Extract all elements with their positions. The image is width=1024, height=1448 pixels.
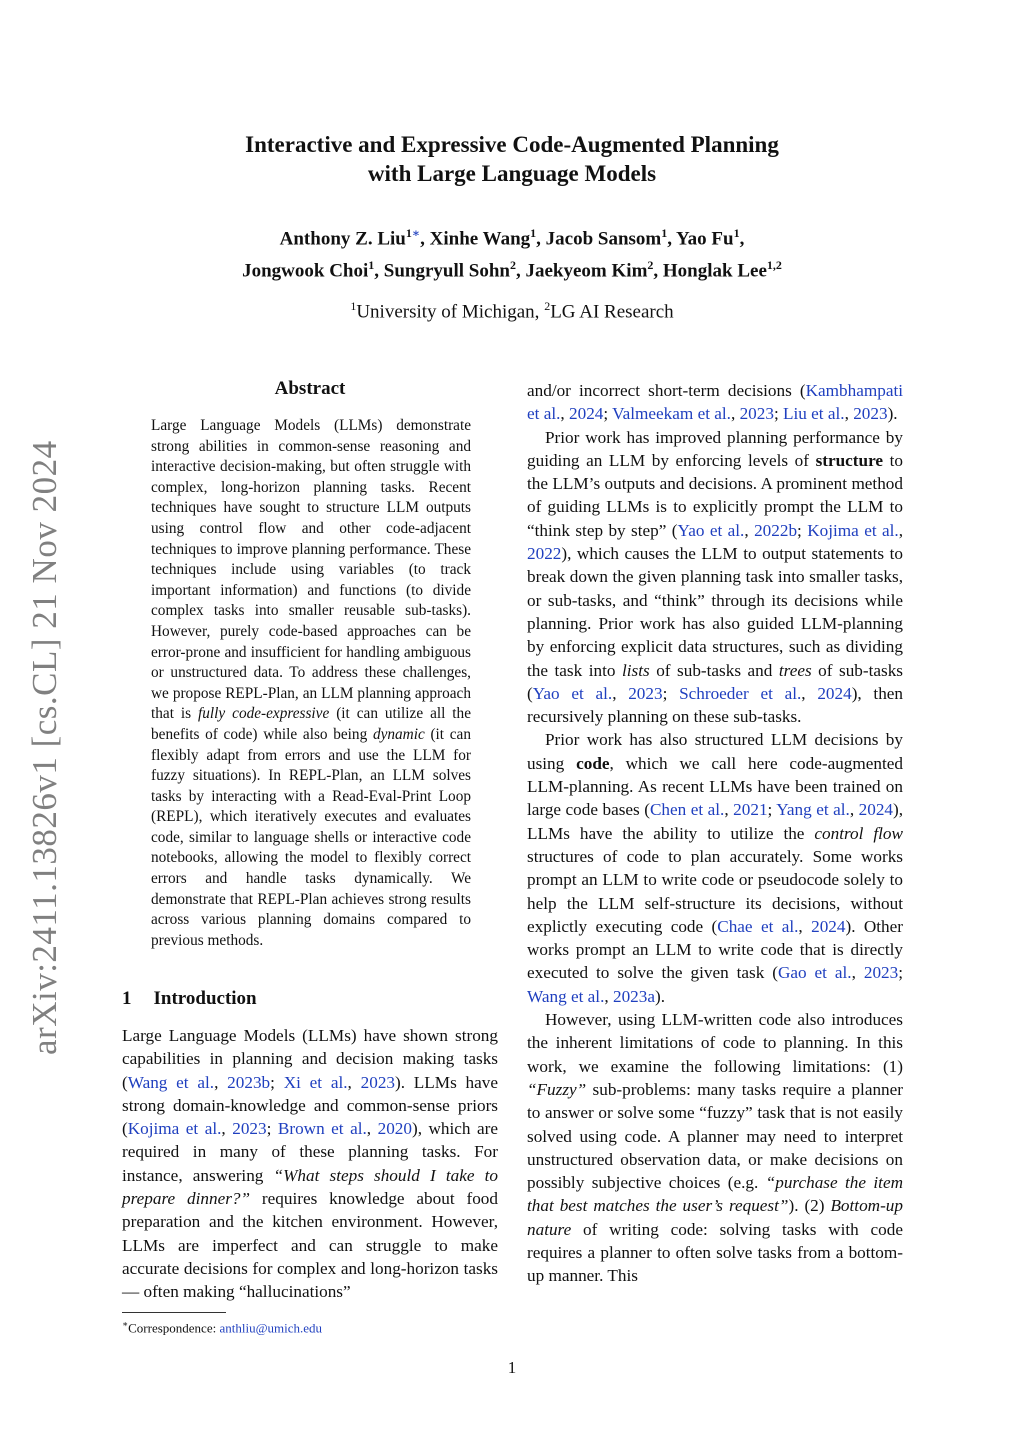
citation-link[interactable]: Yang et al. [776,800,850,820]
email-link[interactable]: anthliu@umich.edu [219,1320,323,1336]
abstract-body [151,416,471,951]
citation-separator: , [898,520,904,540]
citation-year-link[interactable]: 2022 [527,544,562,564]
author-line-2: Jongwook Choi$^1$, Sungryull Sohn$^2$, Jaekyeom Kim$^2$, Honglak Lee$^{1,2}$ [242,258,782,282]
citation-separator: ; [773,404,784,424]
citation-link[interactable]: Brown et al. [277,1119,367,1139]
citation-year-link[interactable]: 2022b [754,520,798,540]
citation-year-link[interactable]: 2023 [628,683,663,703]
body-text: ). LLMs have strong domain-knowledge and common-sense priors ( [122,1072,498,1139]
emphasis: trees [778,660,812,680]
page-number: 1 [507,1358,517,1377]
body-text: and/or incorrect short-term decisions ( [527,381,806,400]
footnote-label: Correspondence: [128,1320,220,1336]
citation-year-link[interactable]: 2023b [227,1072,271,1092]
paragraph [527,426,903,729]
abstract-text: (it can flexibly adapt from errors and use the LLM for fuzzy situations). In REPL-Plan, an LLM solves tasks by interacting with a Read-Eval-Print Loop (REPL), which iteratively executes and evaluates code, similar to language shells or interactive code notebooks, allowing the model to flexibly correct errors and handle tasks dynamically. We demonstrate that REPL-Plan achieves strong results across various planning domains compared to previous methods. [151,725,471,949]
citation-link[interactable]: Wang et al. [527,986,605,1006]
footnote-mark: ∗ [122,1319,129,1329]
paragraph [527,728,903,1008]
author-name: Jaekyeom Kim [525,260,648,282]
citation-separator: , [801,683,818,703]
author-list [0,220,1024,285]
affiliation-name: LG AI Research [550,301,674,323]
correspondence-mark[interactable]: ∗ [411,226,421,240]
section-number: 1 [122,988,132,1009]
citation-separator: , [214,1072,228,1092]
citation-separator: ; [266,1119,278,1139]
abstract-text: Large Language Models (LLMs) demonstrate strong abilities in common-sense reasoning and interactive decision-making, but often struggle with complex, long-horizon planning tasks. Recent techniques have sought to structure LLM outputs using control flow and other code-adjacent techniques to improve planning performance. These techniques include using variables (to track important information) and functions (to divide complex tasks into smaller reusable sub-tasks). However, purely code-based approaches can be error-prone and insufficient for handling ambiguous or unstructured data. To address these challenges, we propose REPL-Plan, an LLM planning approach that is [151,417,471,723]
body-text: ), which are required in many of these planning tasks. For instance, answering [122,1119,498,1185]
author-affil-mark: 1 [733,226,740,240]
body-text: ), LLMs have the ability to utilize the [527,800,904,843]
citation-separator: ; [767,800,777,820]
body-text: of writing code: solving tasks with code requires a planner to often solve tasks from a bottom-up manner. This [527,1219,903,1286]
paper-title [0,130,1024,188]
section-heading-introduction [122,988,257,1010]
paragraph-continued [527,379,903,426]
author-affil-mark: 1 [368,258,375,273]
author-affil-mark: 2 [510,258,516,273]
author-name: Honglak Lee [662,260,767,282]
bold-term: structure [815,450,884,470]
body-text: ). (2) [788,1196,831,1216]
title-line-1: Interactive and Expressive Code-Augmented Planning [245,132,779,157]
citation-separator: ; [662,683,680,703]
citation-separator: , [851,963,864,983]
citation-year-link[interactable]: 2023a [612,986,655,1006]
author-name: Sungryull Sohn [383,260,510,282]
author-affil-mark: 1 [530,226,537,240]
citation-year-link[interactable]: 2024 [569,404,604,424]
body-text: structures of code to plan accurately. Some works prompt an LLM to write code or pseudocode solely to help the LLM self-structure its decisions, without explictly executing code ( [527,846,903,936]
citation-separator: , [612,683,629,703]
citation-link[interactable]: Liu et al. [783,404,845,424]
citation-link[interactable]: Kojima et al. [807,520,899,540]
body-text: However, using LLM-written code also introduces the inherent limitations of code to planning. In this work, we examine the following limitations: (1) [527,1010,903,1076]
citation-link[interactable]: Yao et al. [677,520,745,540]
citation-year-link[interactable]: 2021 [733,800,768,820]
affiliations [0,293,1024,325]
citation-separator: , [221,1119,233,1139]
affil-mark: 1 [350,299,357,313]
citation-separator: ; [270,1072,284,1092]
citation-separator: , [560,404,569,424]
emphasis: control flow [814,823,903,843]
citation-separator: ; [603,404,613,424]
abstract-emphasis: dynamic [372,725,425,743]
body-text: of sub-tasks ( [527,660,903,703]
bold-term: code [576,753,610,773]
citation-link[interactable]: Xi et al. [283,1072,348,1092]
body-text: , which we call here code-augmented LLM-planning. As recent LLMs have been trained on large code bases ( [527,753,903,820]
body-text: of sub-tasks and [649,660,779,680]
right-column [527,379,903,1288]
citation-link[interactable]: Valmeekam et al. [612,404,731,424]
citation-year-link[interactable]: 2023 [232,1119,267,1139]
citation-year-link[interactable]: 2023 [863,963,899,983]
author-line-1: Anthony Z. Liu$^{1∗}$, Xinhe Wang$^1$, Jacob Sansom$^1$, Yao Fu$^1$, [279,226,745,250]
author-affil-mark: 2 [647,258,654,273]
body-text: to the LLM’s outputs and decisions. A prominent method of guiding LLMs is to explicitly prompt the LLM to “think step by step” ( [527,450,903,540]
citation-separator: , [730,404,740,424]
author-affil-mark: 1 [661,226,668,240]
citation-year-link[interactable]: 2024 [858,800,893,820]
affiliation-name: University of Michigan, [356,301,540,323]
citation-separator: , [844,404,854,424]
introduction-paragraph [122,1024,498,1304]
affil-mark: 2 [544,299,551,313]
emphasis: “Fuzzy” [527,1079,587,1099]
citation-year-link[interactable]: 2020 [377,1119,412,1139]
body-text: ), which causes the LLM to output statements to break down the given planning task into smaller tasks, or sub-tasks, and “think” through its decisions while planning. Prior work has also guided LLM-planning by enforcing explicit data structures, such as dividing the task into [527,544,903,680]
citation-link[interactable]: Yao et al. [532,683,613,703]
abstract-heading: Abstract [274,378,346,399]
citation-separator: ; [797,520,808,540]
body-text: ). Other works prompt an LLM to write code that is directly executed to solve the given task ( [527,916,903,983]
citation-separator: , [744,520,755,540]
citation-link[interactable]: Schroeder et al. [679,683,802,703]
body-text: Prior work has also structured LLM decisions by using [527,730,903,773]
author-name: Jongwook Choi [242,260,369,282]
abstract-emphasis: fully code-expressive [198,705,330,723]
author-name: Jacob Sansom [545,228,662,250]
author-name: Xinhe Wang [429,228,531,250]
citation-link[interactable]: Wang et al. [127,1072,215,1092]
citation-year-link[interactable]: 2024 [811,916,846,936]
citation-link[interactable]: Kojima et al. [127,1119,222,1139]
title-line-2: with Large Language Models [367,161,657,186]
citation-link[interactable]: Gao et al. [777,963,852,983]
citation-separator: , [604,986,613,1006]
footnote-rule [122,1312,226,1313]
citation-separator: , [724,800,734,820]
author-affil-mark: 1,2 [766,258,782,273]
section-title: Introduction [153,988,257,1009]
body-text: ). [887,404,898,424]
body-text: sub-problems: many tasks require a planner to answer or solve some “fuzzy” task that is not easily solved using code. A planner may need to interpret unstructured observation data, or make decisions on possibly subjective choices (e.g. [527,1079,903,1193]
paragraph [527,1008,903,1288]
body-text: requires knowledge about food preparation and the kitchen environment. However, LLMs are imperfect and can struggle to make accurate decisions for complex and long-horizon tasks — often making “hallucinations” [122,1189,498,1302]
citation-year-link[interactable]: 2023 [360,1072,395,1092]
citation-link[interactable]: Chae et al. [717,916,799,936]
citation-separator: , [849,800,859,820]
citation-year-link[interactable]: 2023 [739,404,774,424]
body-text: ), then recursively planning on these sub-tasks. [527,683,904,727]
body-text: ). [654,986,666,1006]
body-text: Large Language Models (LLMs) have shown strong capabilities in planning and decision making tasks ( [122,1026,498,1092]
citation-link[interactable]: Chen et al. [649,800,725,820]
footnote [122,1316,322,1336]
arxiv-side-stamp: arXiv:2411.13826v1 [cs.CL] 21 Nov 2024 [25,440,64,1055]
citation-separator: , [366,1119,378,1139]
emphasis: lists [621,660,650,680]
citation-separator: , [798,916,812,936]
citation-separator: ; [898,963,903,983]
emphasis: “purchase the item that best matches the user’s request” [527,1173,903,1216]
emphasized-quote: “What steps should I take to prepare dinner?” [122,1165,498,1209]
author-name: Anthony Z. Liu [279,228,406,250]
citation-separator: , [347,1072,361,1092]
abstract-text: (it can utilize all the benefits of code) while also being [151,705,471,743]
author-affil-mark: 1 [405,226,412,240]
emphasis: Bottom-up nature [527,1196,903,1239]
citation-link[interactable]: Kambhampati et al. [527,381,903,424]
citation-year-link[interactable]: 2023 [853,404,888,424]
body-text: Prior work has improved planning performance by guiding an LLM by enforcing levels of [527,427,903,470]
citation-year-link[interactable]: 2024 [817,683,852,703]
author-name: Yao Fu [676,228,734,250]
